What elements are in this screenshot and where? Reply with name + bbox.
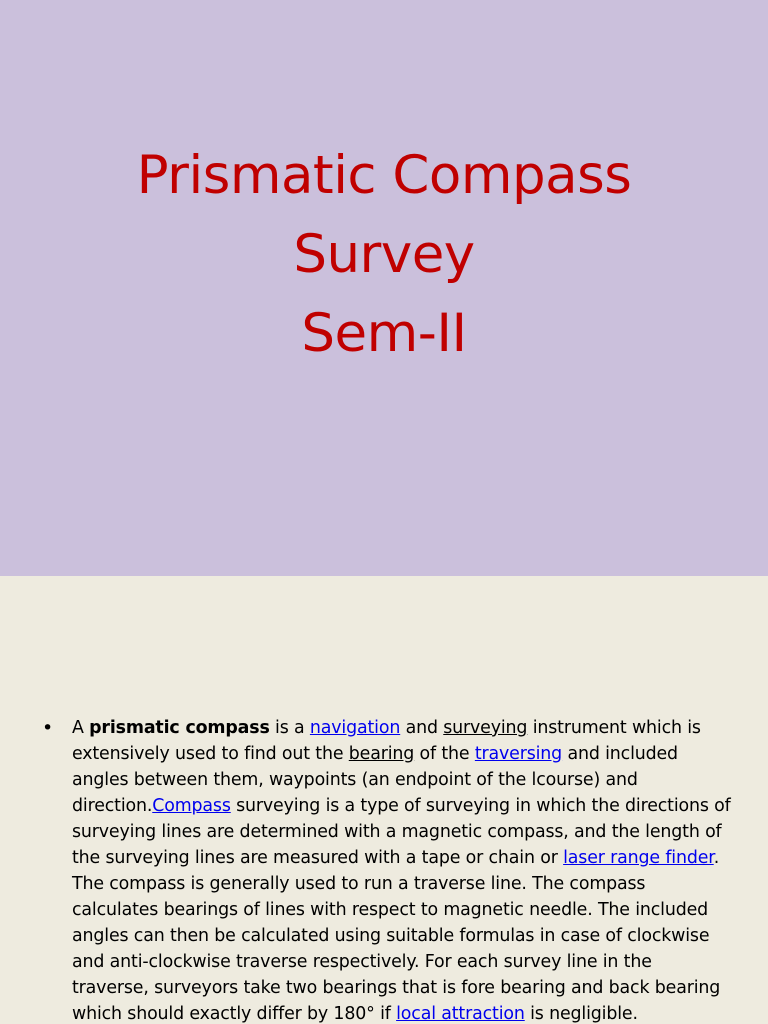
bold-term-prismatic-compass: prismatic compass (89, 718, 270, 738)
bullet-marker: • (42, 717, 54, 739)
link-traversing[interactable]: traversing (474, 744, 563, 764)
text-run: A (72, 718, 90, 738)
text-run: is negligible. (524, 1004, 638, 1024)
bullet-paragraph (72, 715, 732, 1024)
text-run: of the (414, 744, 475, 764)
title-line-1: Prismatic Compass (136, 145, 632, 206)
link-local-attraction[interactable]: local attraction (396, 1004, 525, 1024)
link-bearing[interactable]: bearing (348, 744, 415, 764)
text-run: instrument which is extensively used to find out the (72, 718, 701, 764)
slide-title (0, 136, 768, 373)
title-line-2: Survey (293, 224, 475, 285)
text-run: and (400, 718, 444, 738)
text-run: surveying is a type of surveying in which the directions of surveying lines are determined with a magnetic compass, and the length of the surveying lines are measured with a tape or chain or (72, 796, 731, 868)
link-compass[interactable]: Compass (152, 796, 231, 816)
content-slide (0, 576, 768, 1024)
title-line-3: Sem-II (301, 303, 467, 364)
text-run: and included angles between them, waypoints (an endpoint of the lcourse) and direction. (72, 744, 678, 816)
link-laser-range-finder[interactable]: laser range finder (563, 848, 714, 868)
link-navigation[interactable]: navigation (309, 718, 401, 738)
link-surveying[interactable]: surveying (443, 718, 528, 738)
text-run: is a (269, 718, 310, 738)
text-run: . The compass is generally used to run a traverse line. The compass calculates bearings of lines with respect to magnetic needle. The included angles can then be calculated using suitable formulas in case of clockwise and anti-clockwise traverse respectively. For each survey line in the traverse, surveyors take two bearings that is fore bearing and back bearing which should exactly differ by 180° if (72, 848, 721, 1024)
